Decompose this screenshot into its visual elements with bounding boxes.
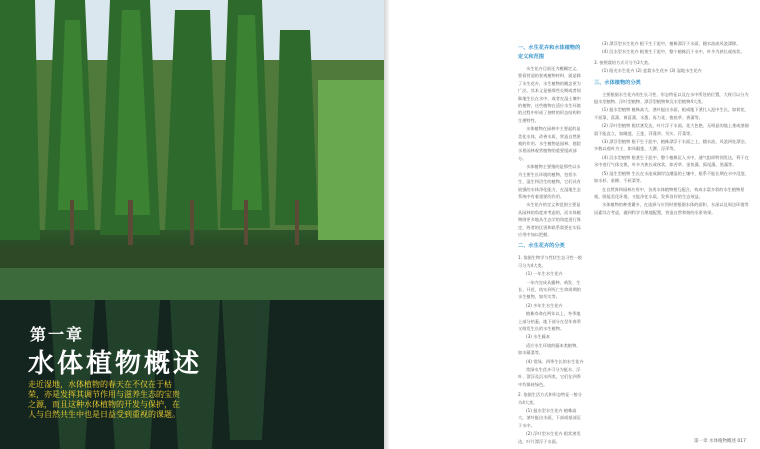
subheading: 2. 依据生活方式和形态特征一般分为4大类。: [518, 392, 582, 405]
paragraph: (2) 多年生水生花卉: [526, 302, 563, 308]
paragraph: (4) 常绿、四季生长的水生花卉: [526, 358, 584, 364]
paragraph: 水生花卉的定义和范围主要是从园林的角度来考虑的，而水体植物则更多地从生态学的角度进行界定，两者的区别和联系需要在实际应用中加以把握。: [518, 202, 581, 237]
chapter-intro: 走近湿地，水体植物的春天在不仅在于枯荣，亦是发挥其调节作用与滋养生态的宝贵之源，而且这种水体植物的开发与保护，在人与自然共生中也是日益受到重视的课题。: [28, 380, 180, 419]
paragraph: (4) 沉水型植物 根茎生于泥中，整个植株沉入水中，通气组织特别发达，利于在水中进行气体交换，叶多为狭长或丝状，如苦草、金鱼藻、狐尾藻、黑藻等。: [594, 154, 749, 168]
paragraph: (1) 挺水型植物 植株高大，茎叶挺出水面，根或地下茎扎入泥中生长，如荷花、千屈菜、菖蒲、黄菖蒲、水葱、再力花、梭鱼草、香蒲等。: [594, 107, 749, 120]
paragraph: 在自然界和园林应用中，各类水体植物相互配合，构成丰富多彩的水生植物景观，既能美化环境，又能净化水质，发挥良好的生态效益。: [594, 186, 745, 199]
page-footer: 第一章 水体植物概述 017: [694, 439, 746, 444]
paragraph: (2) 浮叶型植物 根状茎发达，叶片浮于水面，花大色艳，无明显的地上茎或茎细弱不能直立，如睡莲、王莲、萍蓬草、芡实、荇菜等。: [594, 123, 749, 136]
subheading: 1. 依据生物学与性状生态习性一般可分为4大类。: [518, 255, 582, 268]
text-column-right: [594, 40, 752, 217]
paragraph: (3) 水生藤本: [526, 334, 551, 340]
paragraph: 一年内完成从播种、萌发、生长、开花、结实到死亡生命周期的水生植物，如芡实等。: [518, 279, 581, 300]
text-column-left: [518, 40, 584, 446]
paragraph: (2) 浮叶型水生花卉 根状茎发达，叶片漂浮于水面。: [518, 431, 581, 444]
paragraph: 适应水生环境的藤本类植物，如水蕹菜等。: [518, 342, 581, 356]
paragraph: (3) 漂浮型水生花卉 根不生于泥中，植株漂浮于水面，随水流或风浪漂移。: [602, 41, 741, 46]
section-title-1: 一、水生花卉和水体植物的定义和范围: [518, 45, 581, 60]
paragraph: (5) 湿生型植物 生长在水池或湖岸边潮湿的土壤中，根系不能长期在水中浸泡，如水杉、垂柳、千屈菜等。: [594, 170, 749, 184]
chapter-title: 水体植物概述: [28, 349, 203, 379]
section-title-3: 三、水体植物的分类: [594, 79, 641, 86]
paragraph: 植株寿命在两年以上，冬季地上部分枯萎，地下部分在翌年春季又萌发生长的水生植物。: [518, 311, 581, 331]
paragraph: 水体植物的种类繁多，在选择与应用时要根据水体的面积、水深以及周边环境等因素综合考虑，做到科学合理地配置，营造自然和谐的水景效果。: [594, 202, 749, 215]
page-gutter: [384, 0, 390, 449]
paragraph: (4) 沉水型水生花卉 根茎生于泥中，整个植株沉于水中，叶多为狭长或丝状。: [602, 49, 745, 55]
paragraph: 常绿水生花卉可分为挺水、浮叶、漂浮及沉水四类，它们在四季中均保持绿色。: [518, 367, 581, 387]
paragraph: 水体植物在园林中主要起的是美化水体，改善水质，营造自然景观的作用。水生植物是园林、庭院水景园林观赏植物的重要组成部分。: [518, 126, 581, 161]
paragraph: 水体植物主要指的是那些以水为主要生长环境的植物，包括水生、湿生和沼生的植物，它们具有较强的水体净化能力，在湿地生态系统中有着重要的作用。: [518, 164, 581, 199]
subheading: 3. 按照栽培方式可分为3大类。: [594, 59, 653, 65]
paragraph: (3) 漂浮型植物 根不生于泥中，植株漂浮于水面之上，随水流、风浪四处漂泊，多数以观叶为主，如凤眼莲、大薸、浮萍等。: [594, 139, 749, 152]
section-title-2: 二、水生花卉的分类: [518, 243, 565, 250]
paragraph: 主要根据水生花卉的生长习性、形态特征以及在水中所处的位置，大致可以分为挺水型植物、浮叶型植物、漂浮型植物和沉水型植物4大类。: [594, 91, 749, 105]
paragraph: (1) 挺水型水生花卉 植株高大，茎叶挺出水面，下部或基部沉于水中。: [518, 408, 581, 428]
paragraph: (1) 阳光水生花卉 (2) 盆栽水生花卉 (3) 湿地水生花卉: [602, 68, 702, 74]
chapter-number: 第一章: [30, 325, 85, 344]
paragraph: 水生花卉目前还为模糊定义，要看营造的景观植物材料，就是除了水生花卉，水生植物的概念更为广泛。其本义是指那些长期或者间歇地生长在水中，或者在湿土壤中的植物，这些植物在适应水生环境的过程中形成了独特的形态结构和生理特性。: [518, 66, 581, 123]
paragraph: (1) 一年生水生花卉: [526, 271, 563, 277]
